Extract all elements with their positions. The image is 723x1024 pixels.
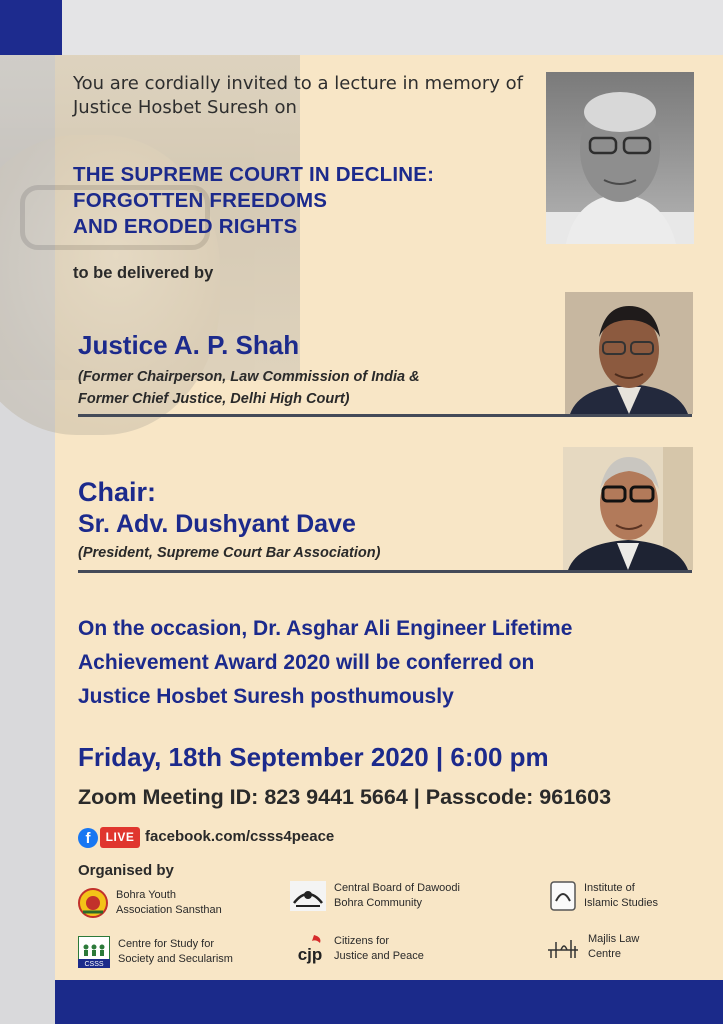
facebook-link[interactable]: facebook.com/csss4peace	[145, 828, 335, 845]
lecture-title	[73, 162, 543, 240]
majlis-logo	[546, 932, 580, 962]
title-line: AND ERODED RIGHTS	[73, 215, 298, 238]
top-gray-band	[62, 0, 723, 55]
divider	[78, 570, 692, 573]
organiser-central-board: Central Board of Dawoodi Bohra Community	[290, 881, 484, 911]
chair-label: Chair:	[78, 477, 157, 507]
zoom-details: Zoom Meeting ID: 823 9441 5664 | Passcode: 961603	[78, 785, 612, 809]
title-line: THE SUPREME COURT IN DECLINE:	[73, 163, 435, 186]
portrait-hosbet-suresh	[546, 72, 694, 244]
top-blue-block	[0, 0, 62, 55]
portrait-dushyant-dave	[563, 447, 693, 570]
chair-name: Sr. Adv. Dushyant Dave	[78, 510, 356, 538]
divider	[78, 414, 692, 417]
organiser-majlis: Majlis Law Centre	[546, 932, 668, 962]
cjp-logo	[294, 933, 326, 965]
event-datetime: Friday, 18th September 2020 | 6:00 pm	[78, 742, 549, 772]
organiser-cjp: cjp Citizens for Justice and Peace	[294, 933, 464, 965]
chair-role: (President, Supreme Court Bar Association)	[78, 545, 381, 561]
institute-islamic-studies-logo	[550, 881, 576, 911]
facebook-icon: f	[78, 828, 98, 848]
title-line: FORGOTTEN FREEDOMS	[73, 189, 328, 212]
organised-by-label: Organised by	[78, 862, 174, 879]
speaker-role: (Former Chairperson, Law Commission of India & Former Chief Justice, Delhi High Court)	[78, 369, 420, 407]
csss-logo-text: CSSS	[84, 961, 104, 968]
delivered-by-label: to be delivered by	[73, 264, 214, 282]
central-board-logo	[290, 881, 326, 911]
cjp-logo-text: cjp	[297, 945, 323, 964]
invitation-text: You are cordially invited to a lecture in memory of Justice Hosbet Suresh on	[73, 73, 523, 118]
award-announcement: On the occasion, Dr. Asghar Ali Engineer Lifetime Achievement Award 2020 will be conferred on Justice Hosbet Suresh posthumously	[78, 617, 573, 708]
organiser-csss: CSSS Centre for Study for Society and Secularism	[78, 936, 248, 968]
bohra-youth-logo	[78, 888, 108, 918]
organiser-institute-islamic-studies: Institute of Islamic Studies	[550, 881, 694, 911]
portrait-ap-shah	[565, 292, 693, 414]
csss-logo	[78, 936, 110, 968]
organiser-bohra-youth: Bohra Youth Association Sansthan	[78, 888, 246, 918]
speaker-name: Justice A. P. Shah	[78, 330, 300, 360]
live-badge: LIVE	[100, 827, 140, 848]
bottom-blue-band	[55, 980, 723, 1024]
